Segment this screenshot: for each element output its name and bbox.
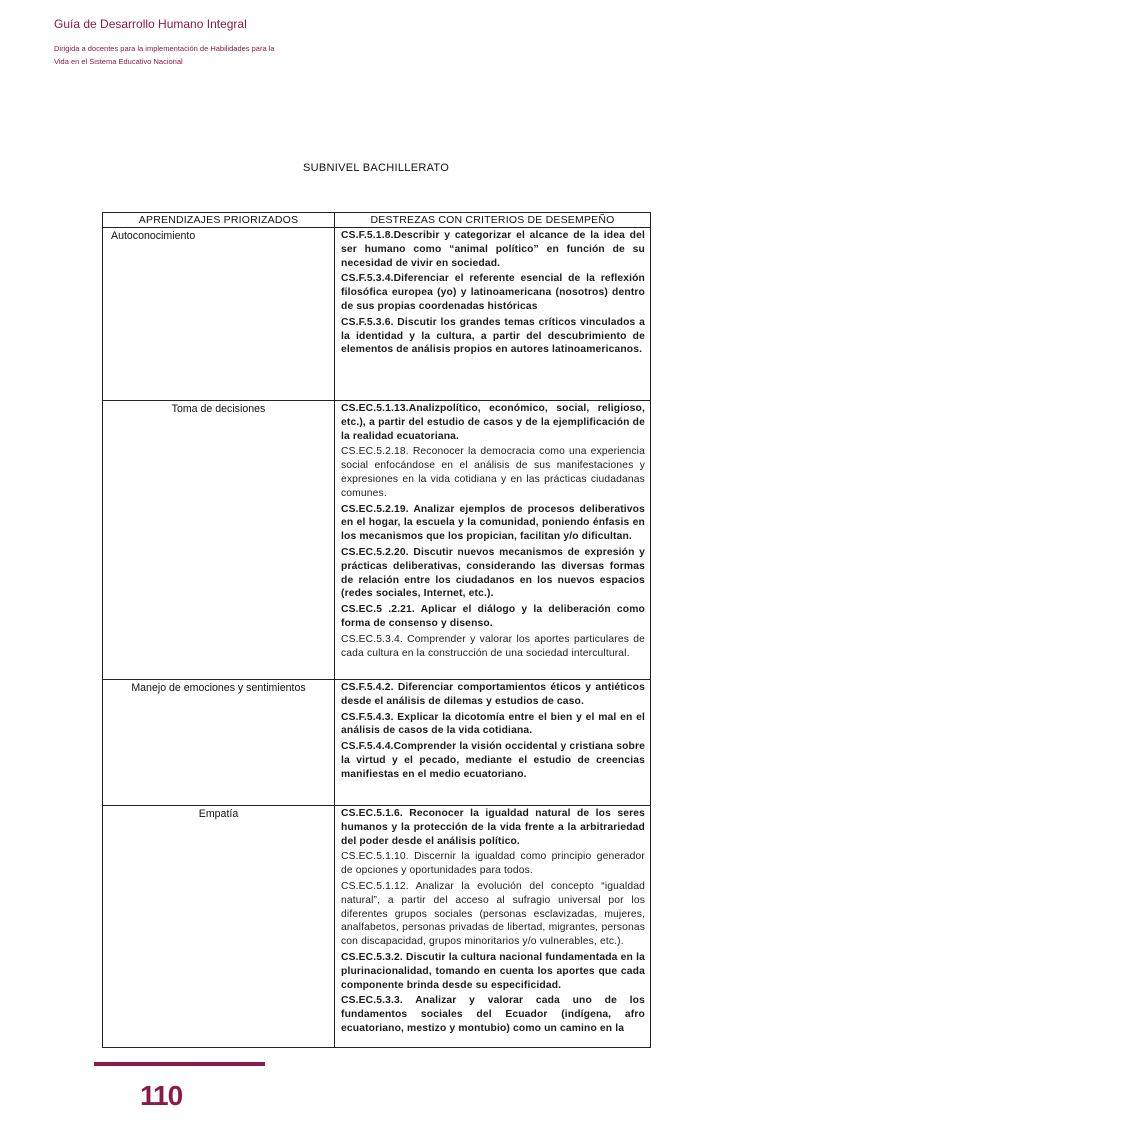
row-skills-autoconocimiento <box>335 228 651 401</box>
skill-item: CS.F.5.4.4.Comprender la visión occidental y cristiana sobre la virtud y el pecado, mediante el estudio de creencias manifiestas en el medio ecuatoriano. <box>341 741 645 780</box>
skill-item: CS.EC.5.2.19. Analizar ejemplos de procesos deliberativos en el hogar, la escuela y la comunidad, poniendo énfasis en los mecanismos que los propician, facilitan y/o dificultan. <box>341 503 645 543</box>
row-skills-manejo-de-emociones <box>335 680 651 806</box>
table-row <box>103 680 651 806</box>
row-label-autoconocimiento: Autoconocimiento <box>103 228 335 401</box>
table-row <box>103 228 651 401</box>
skill-item: CS.F.5.3.6. Discutir los grandes temas críticos vinculados a la identidad y la cultura, a partir del descubrimiento de elementos de análisis propios en autores latinoamericanos. <box>341 316 645 356</box>
row-skills-empatia <box>335 806 651 1048</box>
table-row <box>103 806 651 1048</box>
table-row <box>103 401 651 680</box>
skill-item: CS.EC.5.1.12. Analizar la evolución del concepto “igualdad natural”, a partir del acceso al sufragio universal por los diferentes grupos sociales (personas esclavizadas, mujeres, analfabetos, personas privadas de libertad, migrantes, personas con discapacidad, grupos minoritarios y/o vulnerables, etc.). <box>341 880 645 948</box>
skill-item: CS.EC.5.3.2. Discutir la cultura nacional fundamentada en la plurinacionalidad, tomando en cuenta los aportes que cada componente brinda desde su especificidad. <box>341 951 645 991</box>
table-header-row <box>103 213 651 228</box>
skills-table <box>102 212 651 1048</box>
row-label-manejo-de-emociones: Manejo de emociones y sentimientos <box>103 680 335 806</box>
skill-item: CS.EC.5.3.4. Comprender y valorar los aportes particulares de cada cultura en la construcción de una sociedad intercultural. <box>341 633 645 659</box>
column-header-learning: APRENDIZAJES PRIORIZADOS <box>103 213 335 228</box>
section-title: SUBNIVEL BACHILLERATO <box>303 162 450 174</box>
skill-item: CS.EC.5.1.10. Discernir la igualdad como principio generador de opciones y oportunidades para todos. <box>341 851 645 877</box>
skill-item: CS.EC.5.1.13.Analizpolítico, económico, social, religioso, etc.), a partir del estudio de casos y de la ejemplificación de la realidad ecuatoriana. <box>341 403 645 442</box>
skill-item: CS.EC.5 .2.21. Aplicar el diálogo y la deliberación como forma de consenso y disenso. <box>341 604 645 629</box>
page-number: 110 <box>140 1080 183 1111</box>
row-label-toma-de-decisiones: Toma de decisiones <box>103 401 335 680</box>
skill-item: CS.F.5.4.2. Diferenciar comportamientos éticos y antiéticos desde el análisis de dilemas y estudios de caso. <box>341 682 645 707</box>
skill-item: CS.F.5.1.8.Describir y categorizar el alcance de la idea del ser humano como “animal político” en función de su necesidad de vivir en sociedad. <box>341 230 645 269</box>
guide-subtitle-line-1: Dirigida a docentes para la implementación de Habilidades para la <box>54 44 275 53</box>
row-label-empatia: Empatía <box>103 806 335 1048</box>
skill-item: CS.EC.5.3.3. Analizar y valorar cada uno de los fundamentos sociales del Ecuador (indígena, afro ecuatoriano, mestizo y montubio) como un camino en la <box>341 995 645 1034</box>
footer-divider <box>94 1062 265 1066</box>
skill-item: CS.F.5.3.4.Diferenciar el referente esencial de la reflexión filosófica europea (yo) y latinoamericana (nosotros) dentro de sus propias coordenadas históricas <box>341 273 645 312</box>
skill-item: CS.EC.5.1.6. Reconocer la igualdad natural de los seres humanos y la protección de la vida frente a la arbitrariedad del poder desde el análisis político. <box>341 808 645 847</box>
row-skills-toma-de-decisiones <box>335 401 651 680</box>
column-header-skills: DESTREZAS CON CRITERIOS DE DESEMPEÑO <box>335 213 651 228</box>
skill-item: CS.EC.5.2.20. Discutir nuevos mecanismos de expresión y prácticas deliberativas, considerando las diversas formas de relación entre los ciudadanos en los nuevos espacios (redes sociales, Internet, etc.). <box>341 546 645 600</box>
skill-item: CS.F.5.4.3. Explicar la dicotomía entre el bien y el mal en el análisis de casos de la vida cotidiana. <box>341 711 645 737</box>
skill-item: CS.EC.5.2.18. Reconocer la democracia como una experiencia social enfocándose en el análisis de sus manifestaciones y expresiones en la vida cotidiana y en las prácticas ciudadanas comunes. <box>341 446 645 499</box>
guide-title: Guía de Desarrollo Humano Integral <box>54 17 247 31</box>
guide-subtitle-line-2: Vida en el Sistema Educativo Nacional <box>54 57 183 66</box>
